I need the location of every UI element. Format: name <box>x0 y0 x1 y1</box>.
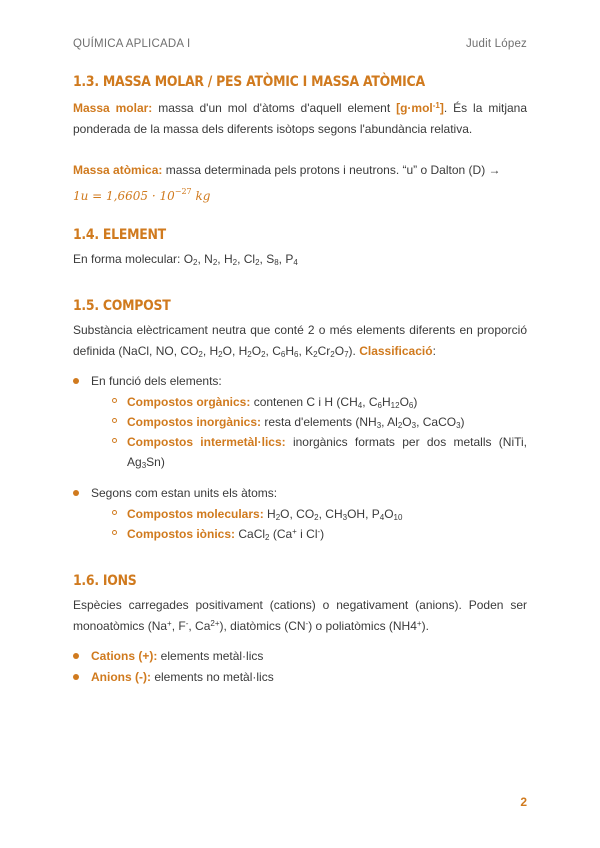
section-title-ions: 1.6. IONS <box>73 573 137 589</box>
circle-bullet-icon <box>112 398 117 403</box>
section-title-compost: 1.5. COMPOST <box>73 298 171 314</box>
formula-dalton: $1u = 1,6605 \cdot 10^{-27}$ kg <box>73 187 211 203</box>
bullet-icon <box>73 490 79 496</box>
paragraph-ions: Espècies carregades positivament (cations) o negativament (anions). Poden ser monoatòmics (Na+, F-, $Ca^{2+}$), diatòmics (CN-) o poliatòmics (NH4+). <box>73 598 527 633</box>
section-title-element: 1.4. ELEMENT <box>73 227 166 243</box>
header-author: Judit López <box>465 38 527 50</box>
unit-g-mol: [g·mol$^{-1}$] <box>396 101 444 115</box>
list-item-ionics: Compostos iònics: CaCl$_2$ (Ca+ i Cl-) <box>127 524 527 544</box>
bullet-icon <box>73 653 79 659</box>
list-item-cations: Cations (+): elements metàl·lics <box>91 646 527 667</box>
circle-bullet-icon <box>112 418 117 423</box>
list-item-anions: Anions (-): elements no metàl·lics <box>91 667 527 688</box>
section-title-massa-molar: 1.3. MASSA MOLAR / PES ATÒMIC I MASSA ATÒMICA <box>73 74 425 90</box>
bullet-icon <box>73 674 79 680</box>
list-item-moleculars: Compostos moleculars: $H_2O$, $CO_2$, $CH_3OH$, $P_4O_{10}$ <box>127 504 527 524</box>
circle-bullet-icon <box>112 510 117 515</box>
paragraph-element: En forma molecular: $O_2$, $N_2$, $H_2$, $Cl_2$, $S_8$, $P_4$ <box>73 252 298 267</box>
term-massa-atomica: Massa atòmica: <box>73 163 163 177</box>
list-item-intermetalics: Compostos intermetàl·lics: inorgànics formats per dos metalls (NiTi, $Ag_3Sn$) <box>127 432 527 472</box>
list-item-funcio-elements: En funció dels elements: <box>91 371 527 392</box>
header-course-title: QUÍMICA APLICADA I <box>73 38 191 50</box>
paragraph-massa-molar: Massa molar: massa d'un mol d'àtoms d'aquell element [g·mol$^{-1}$]. És la mitjana ponderada de la massa dels diferents isòtops segons l'abundància relativa. <box>73 101 528 136</box>
paragraph-massa-atomica: Massa atòmica: massa determinada pels protons i neutrons. “u” o Dalton (D) → <box>73 163 501 177</box>
list-item-organics: Compostos orgànics: contenen C i H ($CH_4$, $C_6H_{12}O_6$) <box>127 392 527 412</box>
circle-bullet-icon <box>112 438 117 443</box>
list-item-unio-atoms: Segons com estan units els àtoms: <box>91 483 527 504</box>
list-classificacio <box>73 371 527 472</box>
page-number: 2 <box>520 795 527 809</box>
page-content <box>73 74 527 688</box>
paragraph-compost: Substància elèctricament neutra que conté 2 o més elements diferents en proporció definida (NaCl, NO, $CO_2$, $H_2O$, $H_2O_2$, $C_6H_6$, $K_2Cr_2O_7$). Classificació: <box>73 323 527 359</box>
bullet-icon <box>73 378 79 384</box>
list-ions <box>73 646 527 688</box>
list-unio-atoms <box>73 483 527 544</box>
term-massa-molar: Massa molar: <box>73 101 153 115</box>
list-item-inorganics: Compostos inorgànics: resta d'elements ($NH_3$, $Al_2O_3$, CaCO$_3$) <box>127 412 527 432</box>
circle-bullet-icon <box>112 530 117 535</box>
term-classificacio: Classificació <box>359 344 433 358</box>
